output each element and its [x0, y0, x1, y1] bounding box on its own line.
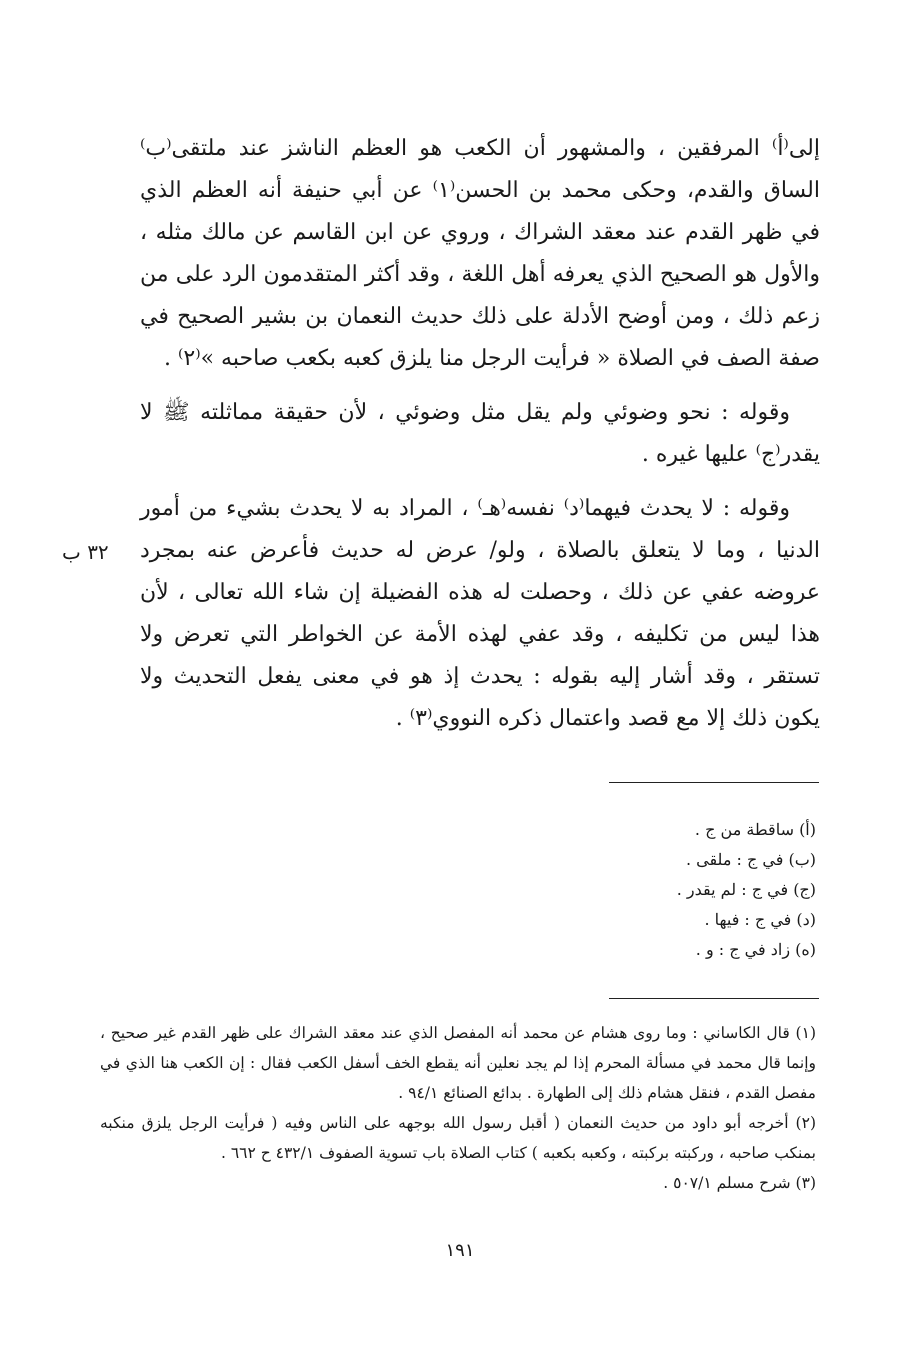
variant-note: (د) في ج : فيها . — [704, 910, 816, 929]
variant-note: (ج) في ج : لم يقدر . — [676, 880, 816, 899]
manuscript-folio-marker: ٣٢ ب — [62, 540, 109, 564]
manuscript-variants — [140, 815, 816, 965]
paragraph-3: وقوله : لا يحدث فيهما⁽د⁾ نفسه⁽هـ⁾ ، المراد به لا يحدث بشيء من أمور الدنيا ، وما لا يتعلق بالصلاة ، ولو/ عرض له حديث فأعرض عنه بمجرد عروضه عفي عن ذلك ، وحصلت له هذه الفضيلة إن شاء الله تعالى ، لأن هذا ليس من تكليفه ، وقد عفي لهذه الأمة عن الخواطر التي تعرض ولا تستقر ، وقد أشار إليه بقوله : يحدث إذ هو في معنى يفعل التحديث ولا يكون ذلك إلا مع قصد واعتمال ذكره النووي⁽٣⁾ . — [140, 496, 820, 731]
variant-note: (أ) ساقطة من ج . — [694, 820, 816, 839]
main-text — [140, 128, 820, 752]
page-number: ١٩١ — [445, 1240, 475, 1261]
footnote: (٣) شرح مسلم ٥٠٧/١ . — [663, 1174, 816, 1192]
footnote: (١) قال الكاساني : وما روى هشام عن محمد أنه المفصل الذي عند معقد الشراك على ظهر القدم غير صحيح ، وإنما قال محمد في مسألة المحرم إذا لم يجد نعلين أنه يقطع الخف أسفل الكعب فقال : إن الكعب هنا الذي في مفصل القدم ، فنقل هشام ذلك إلى الطهارة . بدائع الصنائع ٩٤/١ . — [100, 1024, 816, 1102]
footnotes-divider — [609, 998, 819, 999]
paragraph-1: إلى⁽أ⁾ المرفقين ، والمشهور أن الكعب هو العظم الناشز عند ملتقى⁽ب⁾ الساق والقدم، وحكى محمد بن الحسن⁽١⁾ عن أبي حنيفة أنه العظم الذي في ظهر القدم عند معقد الشراك ، وروي عن ابن القاسم عن مالك مثله ، والأول هو الصحيح الذي يعرفه أهل اللغة ، وقد أكثر المتقدمون الرد على من زعم ذلك ، ومن أوضح الأدلة على ذلك حديث النعمان بن بشير الصحيح في صفة الصف في الصلاة « فرأيت الرجل منا يلزق كعبه بكعب صاحبه »⁽٢⁾ . — [140, 136, 820, 371]
variant-note: (ب) في ج : ملقى . — [685, 850, 816, 869]
variant-note: (ه) زاد في ج : و . — [695, 940, 816, 959]
paragraph-2: وقوله : نحو وضوئي ولم يقل مثل وضوئي ، لأن حقيقة مماثلته ﷺ لا يقدر⁽ج⁾ عليها غيره . — [140, 400, 820, 467]
footnote: (٢) أخرجه أبو داود من حديث النعمان ( أقبل رسول الله بوجهه على الناس وفيه ( فرأيت الرجل يلزق منكبه بمنكب صاحبه ، وركبته بركبته ، وكعبه بكعبه ) كتاب الصلاة باب تسوية الصفوف ٤٣٢/١ ح ٦٦٢ . — [100, 1114, 816, 1162]
footnotes — [100, 1018, 816, 1198]
variants-divider — [609, 782, 819, 783]
